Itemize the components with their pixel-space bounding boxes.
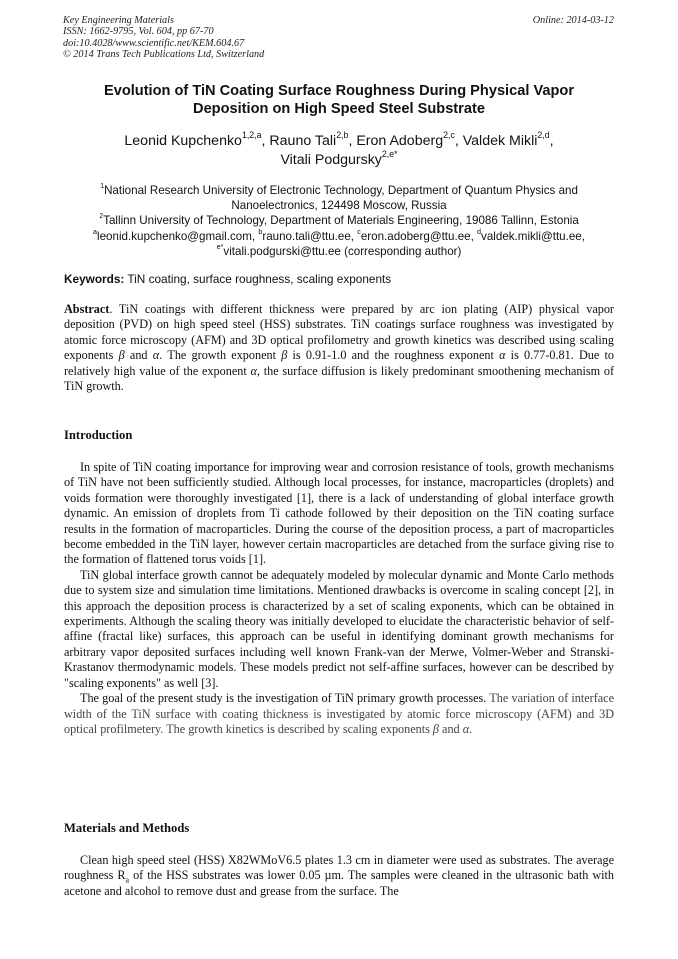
author-affil-marker: 2,b	[336, 129, 349, 140]
abstract-label: Abstract	[64, 302, 110, 316]
affiliations	[60, 183, 618, 259]
intro-paragraph-2: TiN global interface growth cannot be adequately modeled by molecular dynamic and Monte Carlo methods due to system size and simulation time limitations. Mentioned drawbacks is overcome in scaling concept [2], in this approach the deposition process is characterized by a set of scaling exponents, which can be obtained in experiments. Although the scaling theory was initially developed to elucidate the characteristic behavior of self-affine (fractal like) surfaces, this approach can be useful in identifying dominant growth mechanisms for arbitrary vapor deposited surfaces including well known Frank-van der Merwe, Volmer-Weber and Stranski-Krastanov thermodynamic models. These models predict not self-affine surfaces, however can be described by "scaling exponents" as well [3].	[64, 567, 614, 690]
intro-text: The variation of interface width of the TiN surface with coating thickness is investigated by atomic force microscopy (AFM) and 3D optical profilmetery. The growth kinetics is described by scaling exponents	[64, 691, 614, 736]
email-marker: b	[258, 226, 263, 236]
doi-line: doi:10.4028/www.scientific.net/KEM.604.67	[63, 37, 245, 49]
author-affil-marker: 2,e*	[381, 148, 398, 159]
author-list	[60, 129, 618, 170]
author-name: Valdek Mikli	[462, 133, 538, 149]
abstract-text: . TiN coatings with different thickness were prepared by arc ion plating (AIP) physical vapor deposition (PVD) on high speed steel (HSS) substrates. TiN coatings surface roughness was investigated by atomic force microscopy (AFM) and 3D optical profilometry and growth kinetics was described using scaling exponents	[64, 302, 614, 363]
affiliation-1	[60, 183, 618, 198]
alpha-symbol: α	[250, 363, 257, 378]
author-name: Eron Adoberg	[356, 133, 444, 149]
author-line-2	[60, 148, 618, 170]
journal-header	[63, 15, 264, 61]
author-affil-marker: 2,c	[443, 129, 455, 140]
intro-text: The goal of the present study is the investigation of TiN primary growth processes.	[80, 691, 490, 706]
affil-marker: 2	[99, 211, 104, 221]
email-link[interactable]: leonid.kupchenko@gmail.com,	[97, 229, 259, 243]
email-link[interactable]: eron.adoberg@ttu.ee,	[360, 229, 478, 243]
author-name: Leonid Kupchenko	[124, 133, 242, 149]
abstract-text: . The growth exponent	[159, 348, 282, 363]
intro-text: and	[439, 721, 463, 736]
beta-symbol: β	[281, 348, 288, 363]
journal-name: Key Engineering Materials	[63, 15, 174, 26]
methods-text: of the HSS substrates was lower 0.05 µm. The samples were cleaned in the ultrasonic bath with acetone and alcohol to remove dust and grease from the surface. The	[64, 868, 614, 898]
email-line-1	[60, 226, 618, 244]
author-separator: ,	[348, 133, 357, 149]
abstract-text: is 0.91-1.0 and the roughness exponent	[287, 348, 500, 363]
email-link[interactable]: rauno.tali@ttu.ee,	[262, 229, 358, 243]
author-name: Rauno Tali	[269, 133, 337, 149]
introduction-heading: Introduction	[64, 428, 133, 442]
intro-paragraph-3	[64, 691, 614, 737]
affil-text: Tallinn University of Technology, Department of Materials Engineering, 19086 Tallinn, Estonia	[103, 214, 579, 228]
keywords	[64, 272, 614, 287]
methods-heading: Materials and Methods	[64, 821, 190, 835]
online-date: Online: 2014-03-12	[532, 15, 614, 26]
author-affil-marker: 1,2,a	[241, 129, 262, 140]
affiliation-1-cont: Nanoelectronics, 124498 Moscow, Russia	[231, 199, 447, 213]
affiliation-2	[60, 213, 618, 228]
alpha-symbol: α	[152, 348, 160, 363]
email-marker: c	[357, 226, 361, 236]
author-line-1	[60, 129, 618, 151]
keywords-text: TiN coating, surface roughness, scaling exponents	[124, 272, 392, 286]
abstract-text: is 0.77-0.81. Due to relatively high value of the exponent	[64, 348, 614, 378]
email-marker: d	[477, 226, 482, 236]
methods-paragraph-1	[64, 853, 614, 899]
beta-symbol: β	[118, 348, 125, 363]
introduction-body	[64, 460, 614, 737]
methods-text: Clean high speed steel (HSS) X82WMoV6.5 plates 1.3 cm in diameter were used as substrates. The average roughness R	[64, 853, 614, 883]
author-separator: ,	[454, 133, 463, 149]
abstract	[64, 302, 614, 394]
author-separator: ,	[549, 133, 554, 149]
alpha-symbol: α	[499, 348, 506, 363]
alpha-symbol: α	[462, 721, 470, 736]
beta-symbol: β	[432, 721, 439, 736]
subscript-a: a	[125, 875, 130, 885]
abstract-text: , the surface diffusion is likely predominant smoothening mechanism of TiN growth.	[64, 363, 615, 394]
author-separator: ,	[261, 133, 270, 149]
issn-line: ISSN: 1662-9795, Vol. 604, pp 67-70	[63, 26, 214, 38]
intro-paragraph-1: In spite of TiN coating importance for improving wear and corrosion resistance of tools, growth mechanisms of TiN have not been sufficiently studied. Although local processes, for instance, macroparticles (droplets) and voids formation were thoroughly investigated [1], there is a lack of understanding of global interface growth dynamic. An emission of droplets from Ti cathode followed by their deposition on the TiN coating surface results in the formation of macroparticles. During the course of the deposition process, a part of macroparticles become embedded in the TiN layer, however certain macroparticles are detached from the surface giving rise to the formation of flattened torus voids [1].	[64, 460, 614, 567]
affil-marker: 1	[100, 181, 105, 191]
author-affil-marker: 2,d	[537, 129, 550, 140]
intro-text: .	[469, 721, 473, 736]
methods-body	[64, 853, 614, 899]
title-line-1: Evolution of TiN Coating Surface Roughness During Physical Vapor	[103, 83, 575, 99]
email-marker: e*	[216, 241, 224, 251]
keywords-label: Keywords:	[64, 272, 125, 286]
title-line-2: Deposition on High Speed Steel Substrate	[193, 101, 485, 117]
author-name: Vitali Podgursky	[280, 152, 382, 168]
paper-title	[60, 82, 618, 118]
copyright-line: © 2014 Trans Tech Publications Ltd, Switzerland	[63, 49, 265, 61]
email-link[interactable]: valdek.mikli@ttu.ee,	[481, 229, 585, 243]
email-marker: a	[93, 226, 98, 236]
email-line-2	[60, 241, 618, 259]
abstract-paragraph	[64, 302, 614, 394]
email-link[interactable]: vitali.podgurski@ttu.ee (corresponding author)	[223, 244, 462, 258]
abstract-text: and	[124, 348, 153, 363]
affil-text: National Research University of Electronic Technology, Department of Quantum Physics and	[104, 184, 578, 197]
